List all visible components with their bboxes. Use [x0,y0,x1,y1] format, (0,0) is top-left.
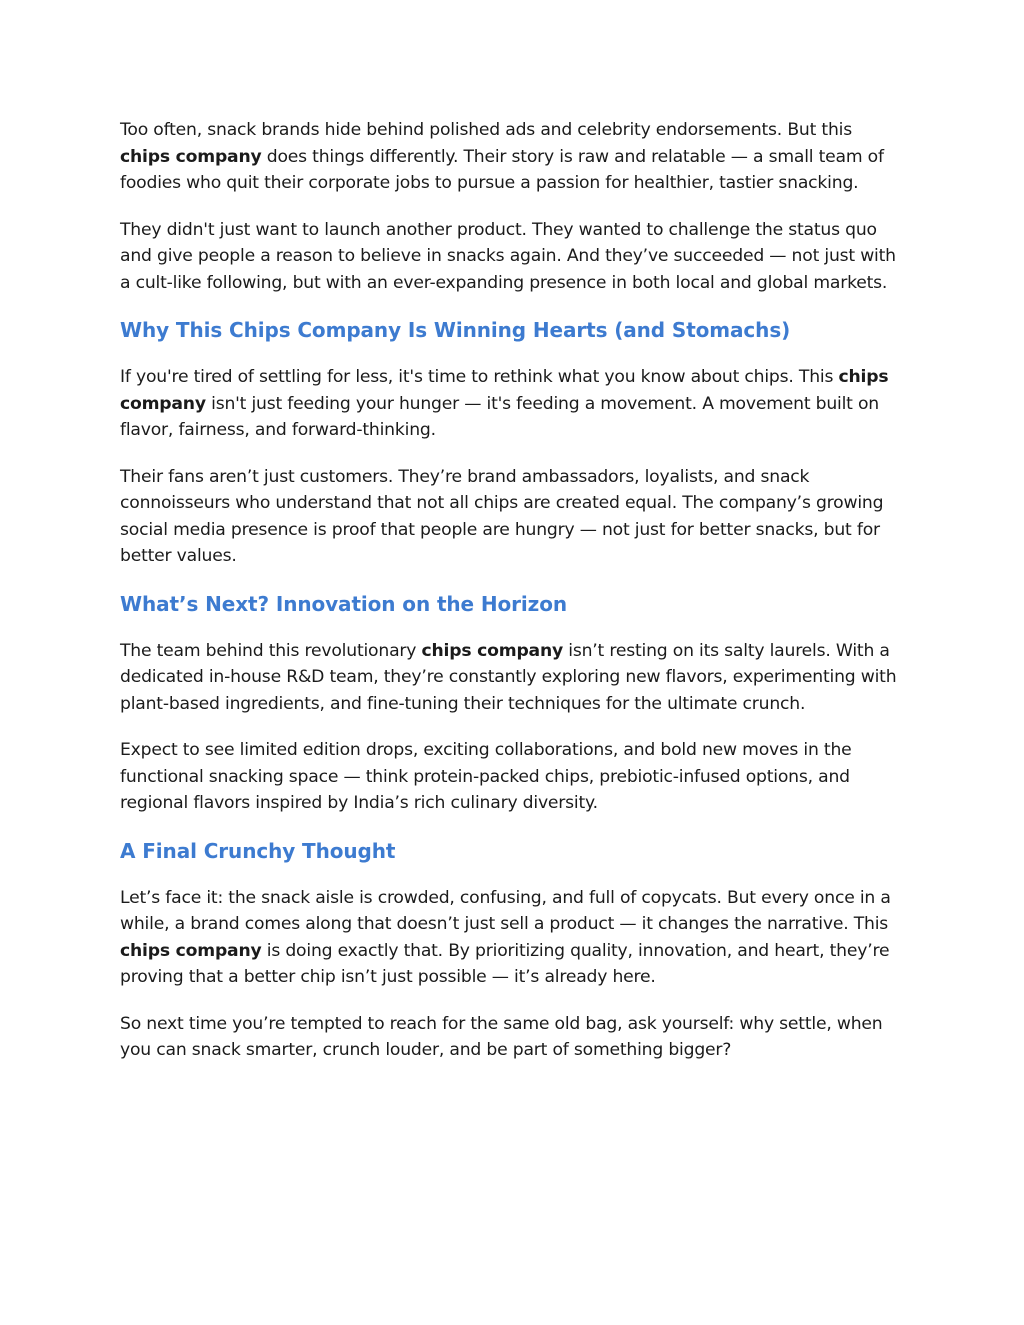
paragraph [120,1011,906,1064]
bold-keyword: chips company [120,940,262,961]
paragraph [120,737,906,817]
document-page [120,117,906,1084]
text-run: So next time you’re tempted to reach for the same old bag, ask yourself: why settle, when you can snack smarter, crunch louder, and be part of something bigger? [120,1013,883,1060]
bold-keyword: chips company [120,146,262,167]
paragraph [120,885,906,991]
paragraph [120,364,906,444]
text-run: Too often, snack brands hide behind polished ads and celebrity endorsements. But this [120,120,852,140]
bold-keyword: chips company [421,640,563,661]
intro-block [120,117,906,296]
text-run: Expect to see limited edition drops, exciting collaborations, and bold new moves in the functional snacking space — think protein-packed chips, prebiotic-infused options, and regional flavors inspired by India’s rich culinary diversity. [120,740,852,813]
section-heading: What’s Next? Innovation on the Horizon [120,591,567,616]
paragraph [120,117,906,197]
paragraph [120,217,906,297]
bold-keyword: chips company [120,367,889,414]
paragraph [120,638,906,718]
text-run: If you're tired of settling for less, it's time to rethink what you know about chips. This [120,367,839,387]
paragraph [120,464,906,570]
text-run: isn't just feeding your hunger — it's feeding a movement. A movement built on flavor, fairness, and forward-thinking. [120,393,879,440]
section-heading: Why This Chips Company Is Winning Hearts (and Stomachs) [120,318,791,342]
text-run: is doing exactly that. By prioritizing quality, innovation, and heart, they’re proving that a better chip isn’t just possible — it’s already here. [120,940,890,987]
section-final-thought [120,837,906,1064]
section-heading: A Final Crunchy Thought [120,838,396,863]
section-winning-hearts [120,316,906,570]
text-run: Their fans aren’t just customers. They’re brand ambassadors, loyalists, and snack connoisseurs who understand that not all chips are created equal. The company’s growing social media presence is proof that people are hungry — not just for better snacks, but for better values. [120,466,884,566]
text-run: They didn't just want to launch another product. They wanted to challenge the status quo and give people a reason to believe in snacks again. And they’ve succeeded — not just with a cult-like following, but with an ever-expanding presence in both local and global markets. [120,219,896,293]
text-run: The team behind this revolutionary [120,640,422,661]
section-whats-next [120,590,906,817]
text-run: does things differently. Their story is raw and relatable — a small team of foodies who quit their corporate jobs to pursue a passion for healthier, tastier snacking. [120,146,884,193]
text-run: isn’t resting on its salty laurels. With a dedicated in-house R&D team, they’re constantly exploring new flavors, experimenting with plant-based ingredients, and fine-tuning their techniques for the ultimate crunch. [120,640,897,714]
text-run: Let’s face it: the snack aisle is crowded, confusing, and full of copycats. But every once in a while, a brand comes along that doesn’t just sell a product — it changes the narrative. This [120,887,891,934]
